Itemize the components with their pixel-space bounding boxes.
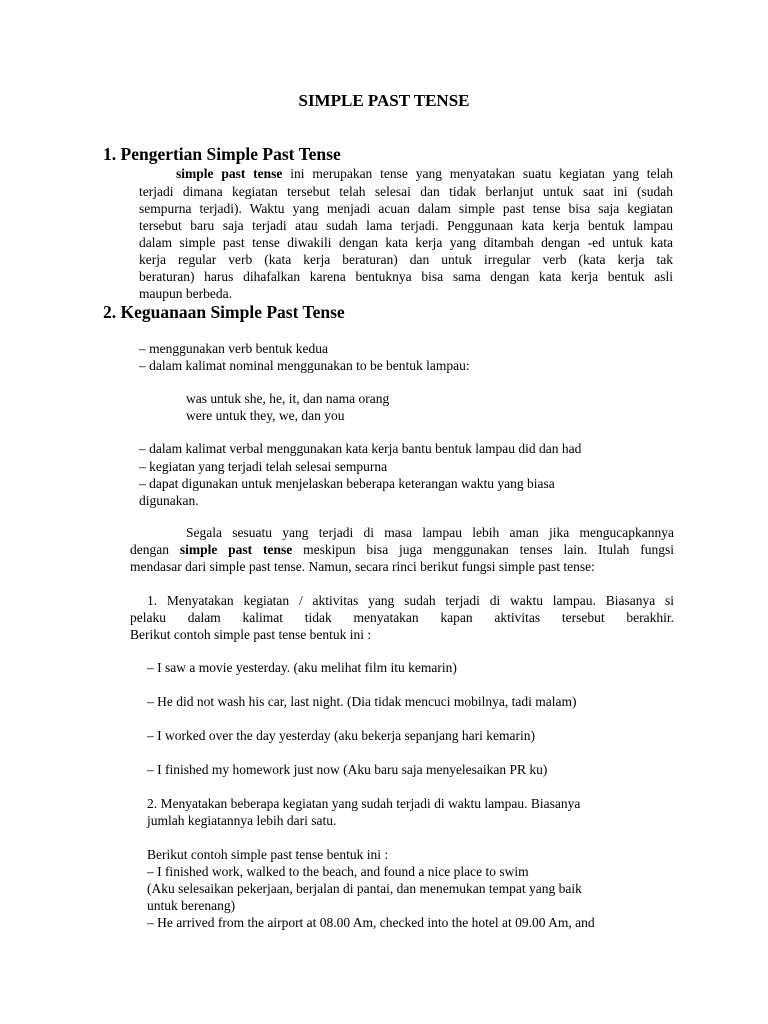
use-item: – dalam kalimat verbal menggunakan kata kerja bantu bentuk lampau did dan had	[139, 441, 582, 456]
example-line: – I finished my homework just now (Aku baru saja menyelesaikan PR ku)	[147, 762, 548, 777]
section-1-line: terjadi dimana kegiatan tersebut telah selesai dan tidak berlanjut untuk saat ini (sudah	[139, 184, 673, 199]
section-1-line: dalam simple past tense diwakili dengan kata kerja yang ditambah dengan -ed untuk kata	[139, 235, 673, 250]
example-line: (Aku selesaikan pekerjaan, berjalan di pantai, dan menemukan tempat yang baik	[147, 881, 582, 896]
use-item: – menggunakan verb bentuk kedua	[139, 341, 328, 356]
use-item: – kegiatan yang terjadi telah selesai sempurna	[139, 459, 388, 474]
function-2-line: 2. Menyatakan beberapa kegiatan yang sudah terjadi di waktu lampau. Biasanya	[147, 796, 581, 811]
example-line: – He did not wash his car, last night. (Dia tidak mencuci mobilnya, tadi malam)	[147, 694, 577, 709]
use-item: – dalam kalimat nominal menggunakan to be bentuk lampau:	[139, 358, 470, 373]
example-line: – He arrived from the airport at 08.00 Am, checked into the hotel at 09.00 Am, and	[147, 915, 595, 930]
section-1-line: sempurna terjadi). Waktu yang menjadi acuan dalam simple past tense bisa saja kegiatan	[139, 201, 673, 216]
function-1-line: pelaku dalam kalimat tidak menyatakan kapan aktivitas tersebut berakhir.	[130, 610, 674, 625]
section-1-line: tersebut baru saja terjadi atau sudah lama terjadi. Penggunaan kata kerja bentuk lampau	[139, 218, 673, 233]
function-1-line: Berikut contoh simple past tense bentuk ini :	[130, 627, 372, 642]
example-line: – I saw a movie yesterday. (aku melihat film itu kemarin)	[147, 660, 457, 675]
paragraph-line: mendasar dari simple past tense. Namun, secara rinci berikut fungsi simple past tense:	[130, 559, 595, 574]
use-item: – dapat digunakan untuk menjelaskan beberapa keterangan waktu yang biasa	[139, 476, 555, 491]
example-line: Berikut contoh simple past tense bentuk ini :	[147, 847, 389, 862]
section-1-line: simple past tense ini merupakan tense yang menyatakan suatu kegiatan yang telah	[176, 166, 674, 181]
example-line: untuk berenang)	[147, 898, 236, 913]
use-item: digunakan.	[139, 493, 199, 508]
tobe-line: were untuk they, we, dan you	[186, 408, 345, 423]
example-line: – I worked over the day yesterday (aku bekerja sepanjang hari kemarin)	[147, 728, 535, 743]
tobe-line: was untuk she, he, it, dan nama orang	[186, 391, 390, 406]
function-2-line: jumlah kegiatannya lebih dari satu.	[147, 813, 337, 828]
section-1-heading: 1. Pengertian Simple Past Tense	[103, 144, 341, 164]
section-1-line: kerja regular verb (kata kerja beraturan) dan untuk irregular verb (kata kerja tak	[139, 252, 673, 267]
paragraph-line: Segala sesuatu yang terjadi di masa lampau lebih aman jika mengucapkannya	[186, 525, 674, 540]
section-1-line: maupun berbeda.	[139, 286, 232, 301]
function-1-line: 1. Menyatakan kegiatan / aktivitas yang sudah terjadi di waktu lampau. Biasanya si	[147, 593, 674, 608]
page-title: SIMPLE PAST TENSE	[298, 91, 470, 110]
section-2-heading: 2. Keguanaan Simple Past Tense	[103, 302, 345, 322]
section-1-line: beraturan) harus dihafalkan karena bentuknya bisa sama dengan kata kerja bentuk asli	[139, 269, 673, 284]
example-line: – I finished work, walked to the beach, and found a nice place to swim	[147, 864, 529, 879]
paragraph-line: dengan simple past tense meskipun bisa juga menggunakan tenses lain. Itulah fungsi	[130, 542, 675, 557]
